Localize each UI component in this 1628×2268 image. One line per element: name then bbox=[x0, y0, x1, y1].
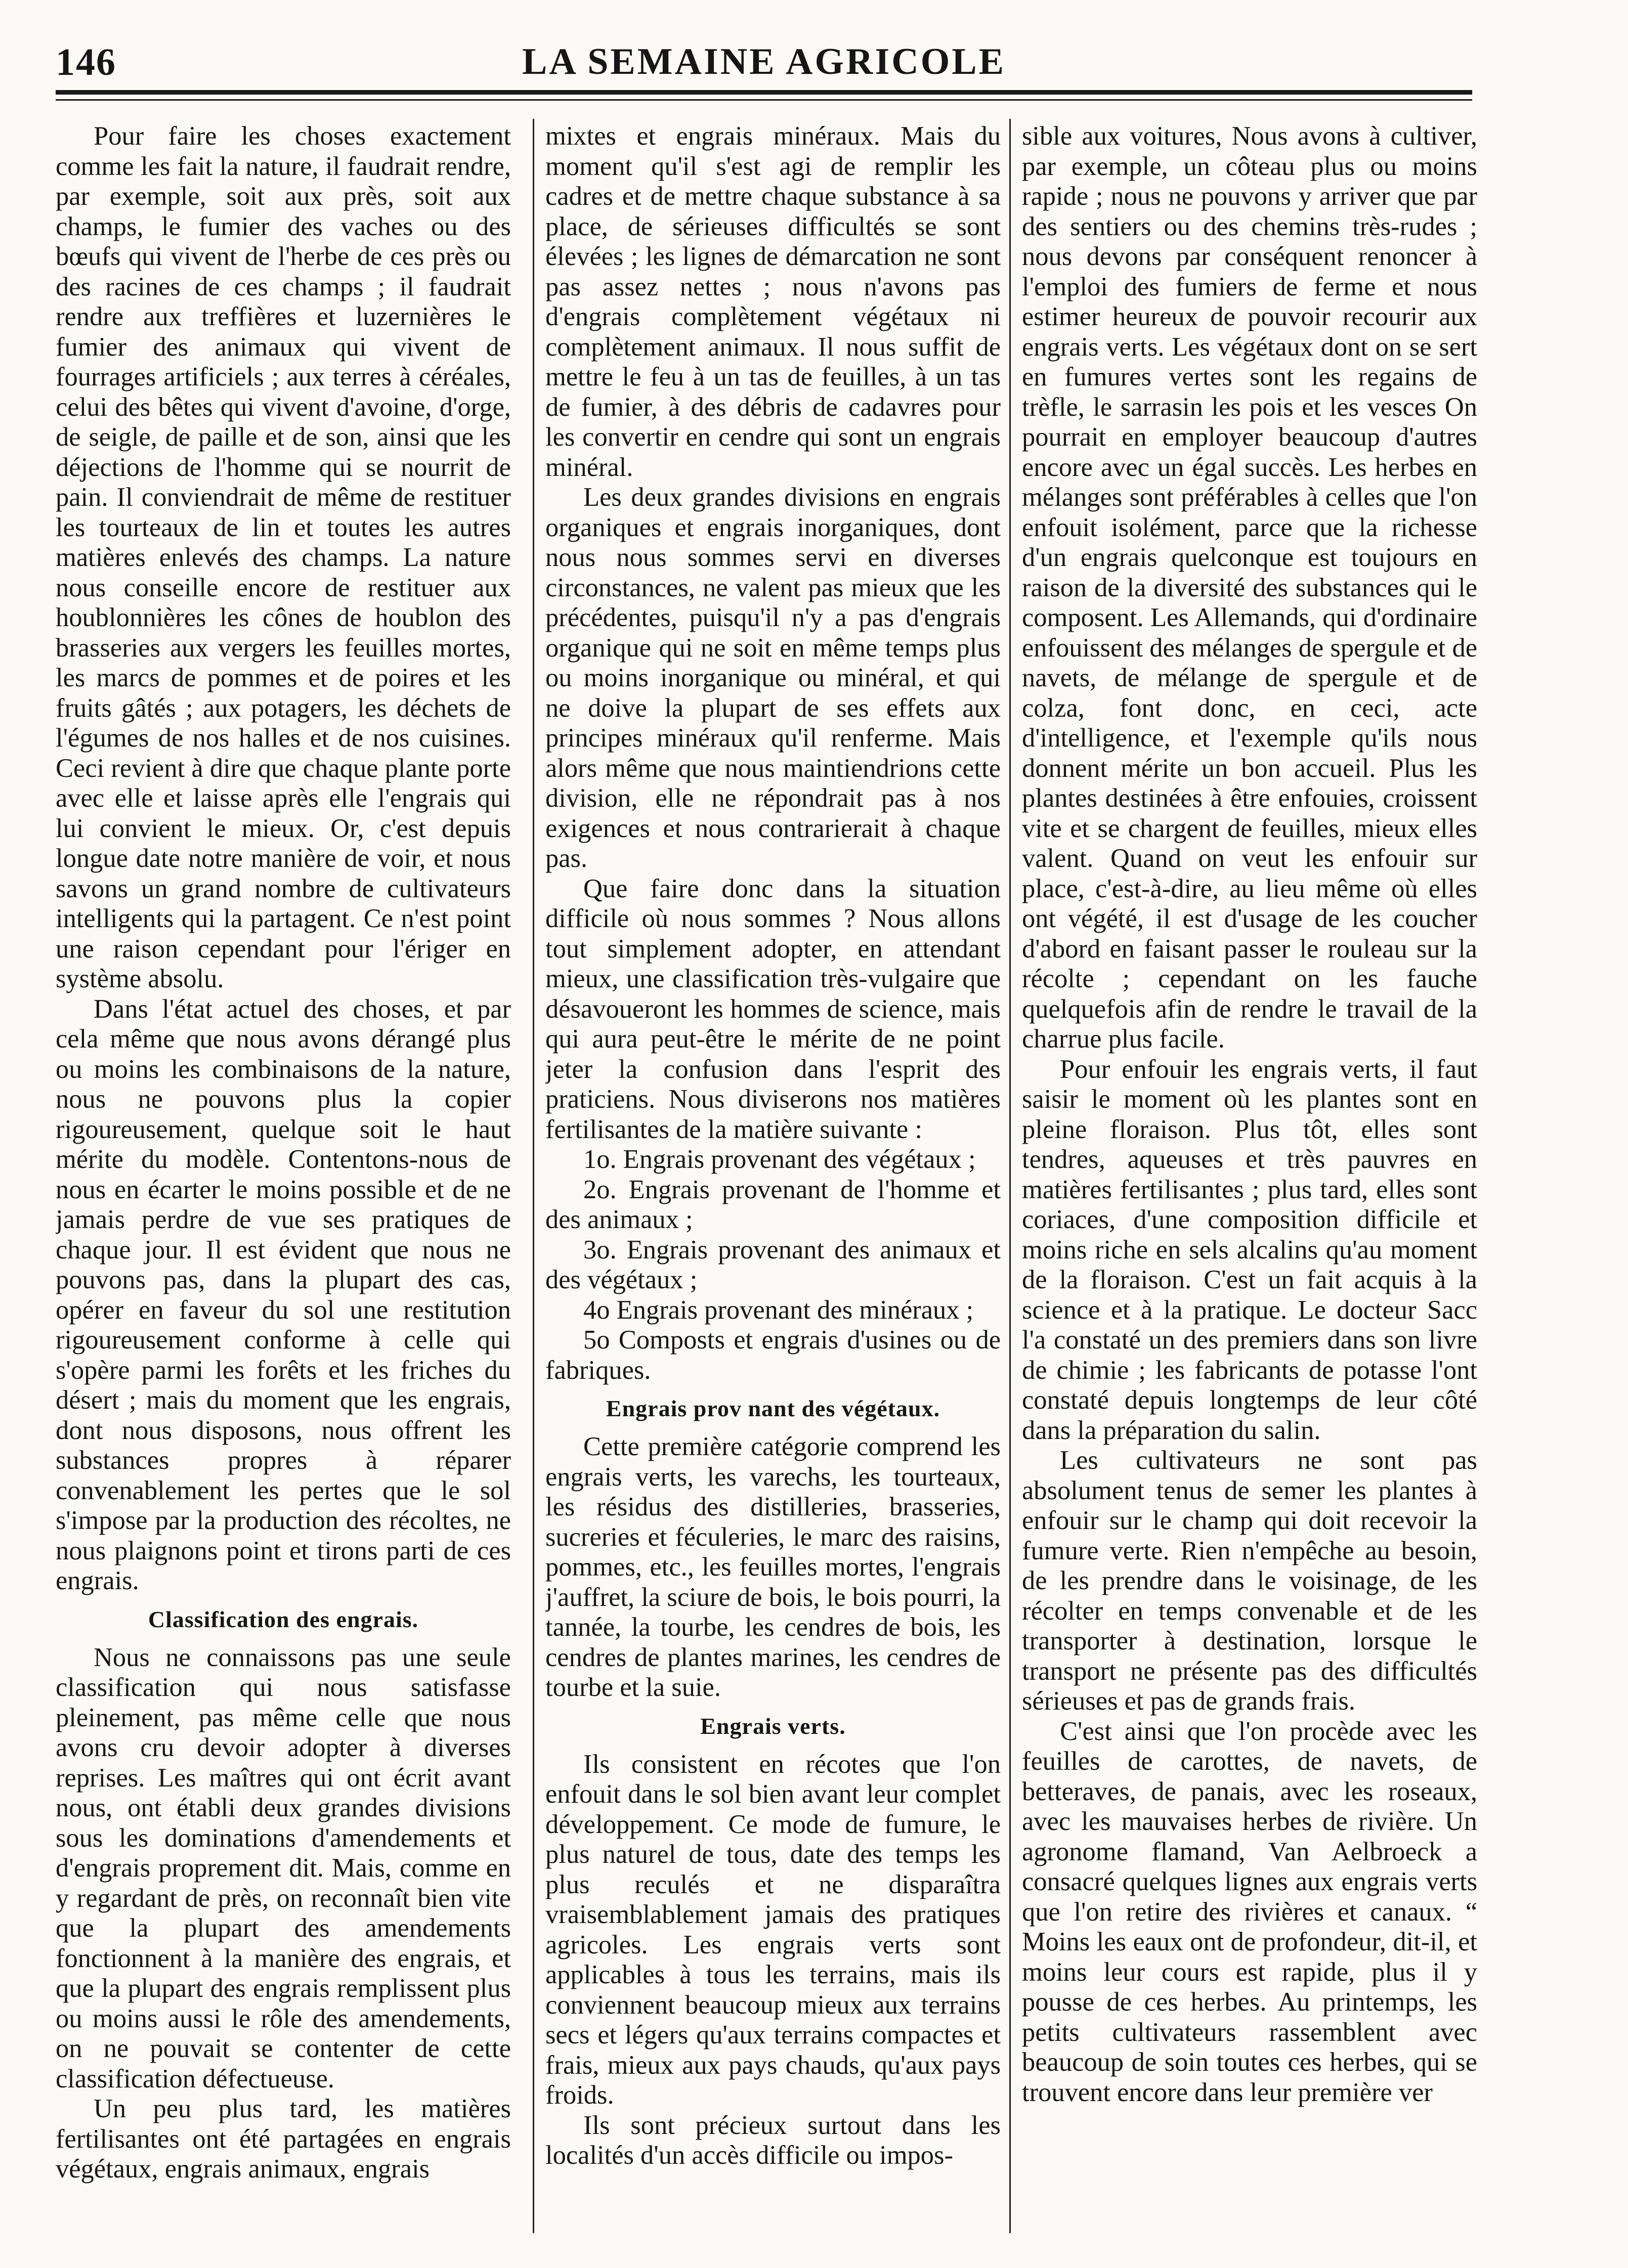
paragraph: Les cultivateurs ne sont pas absolument tenus de semer les plantes à enfouir sur le champ qui doit recevoir la fumure verte. Rien n'empêche au besoin, de les prendre dans le voisinage, de les récolter en temps convenable et de les transporter à destination, lorsque le transport ne présente pas des difficultés sérieuses et pas de grands frais. bbox=[1022, 1446, 1477, 1716]
paragraph: sible aux voitures, Nous avons à cultiver, par exemple, un côteau plus ou moins rapide ; nous ne pouvons y arriver que par des sentiers ou des chemins très-rudes ; nous devons par conséquent renoncer à l'emploi des fumiers de ferme et nous estimer heureux de pouvoir recourir aux engrais verts. Les végétaux dont on se sert en fumures vertes sont les regains de trèfle, le sarrasin les pois et les vesces On pourrait en employer beaucoup d'autres encore avec un égal succès. Les herbes en mélanges sont préférables à celles que l'on enfouit isolément, parce que la richesse d'un engrais quelconque est toujours en raison de la diversité des substances qui le composent. Les Allemands, qui d'ordinaire enfouissent des mélanges de spergule et de navets, de mélange de spergule et de colza, font donc, en ceci, acte d'intelligence, et l'exemple qu'ils nous donnent mérite un bon accueil. Plus les plantes destinées à être enfouies, croissent vite et se chargent de feuilles, mieux elles valent. Quand on veut les enfouir sur place, c'est-à-dire, au lieu même où elles ont végété, il est d'usage de les coucher d'abord en faisant passer le rouleau sur la récolte ; cependant on les fauche quelquefois afin de rendre le travail de la charrue plus facile. bbox=[1022, 121, 1477, 1054]
text-column-3 bbox=[1022, 121, 1477, 2236]
page-number: 146 bbox=[56, 41, 116, 83]
header-rule-thin bbox=[56, 99, 1472, 101]
paragraph: 1o. Engrais provenant des végétaux ; bbox=[583, 1145, 976, 1174]
header-rule-thick bbox=[56, 90, 1472, 95]
paragraph: Que faire donc dans la situation difficile où nous sommes ? Nous allons tout simplement adopter, en attendant mieux, une classification très-vulgaire que désavoueront les hommes de science, mais qui aura peut-être le mérite de ne point jeter la confusion dans l'esprit des praticiens. Nous diviserons nos matières fertilisantes de la matière suivante : bbox=[545, 874, 1001, 1144]
paragraph: Un peu plus tard, les matières fertilisantes ont été partagées en engrais végétaux, engrais animaux, engrais bbox=[56, 2094, 511, 2184]
section-heading: Engrais verts. bbox=[700, 1713, 846, 1739]
paragraph: Les deux grandes divisions en engrais organiques et engrais inorganiques, dont nous nous sommes servi en diverses circonstances, ne valent pas mieux que les précédentes, puisqu'il n'y a pas d'engrais organique qui ne soit en même temps plus ou moins inorganique ou minéral, et qui ne doive la plupart de ses effets aux principes minéraux qu'il renferme. Mais alors même que nous maintiendrions cette division, elle ne répondrait pas à nos exigences et nous contrarierait à chaque pas. bbox=[545, 483, 1001, 873]
text-column-1 bbox=[56, 121, 511, 2236]
column-divider bbox=[1009, 119, 1011, 2233]
paragraph: C'est ainsi que l'on procède avec les feuilles de carottes, de navets, de betteraves, de panais, avec les roseaux, avec les mauvaises herbes de rivière. Un agronome flamand, Van Aelbroeck a consacré quelques lignes aux engrais verts que l'on retire des rivières et canaux. “ Moins les eaux ont de profondeur, dit-il, et moins leur cours est rapide, plus il y pousse de ces herbes. Au printemps, les petits cultivateurs rassemblent avec beaucoup de soin toutes ces herbes, qui se trouvent encore dans leur première ver bbox=[1022, 1716, 1477, 2107]
page-header bbox=[56, 35, 1472, 91]
paragraph: 5o Composts et engrais d'usines ou de fabriques. bbox=[545, 1325, 1001, 1385]
paragraph: Nous ne connaissons pas une seule classification qui nous satisfasse pleinement, pas même celle que nous avons cru devoir adopter à diverses reprises. Les maîtres qui ont écrit avant nous, ont établi deux grandes divisions sous les dominations d'amendements et d'engrais proprement dit. Mais, comme en y regardant de près, on reconnaît bien vite que la plupart des amendements fonctionnent à la manière des engrais, et que la plupart des engrais remplissent plus ou moins aussi le rôle des amendements, on ne pouvait se contenter de cette classification défectueuse. bbox=[56, 1642, 511, 2093]
journal-title: LA SEMAINE AGRICOLE bbox=[522, 41, 1006, 82]
paragraph: mixtes et engrais minéraux. Mais du moment qu'il s'est agi de remplir les cadres et de mettre chaque substance à sa place, de sérieuses difficultés se sont élevées ; les lignes de démarcation ne sont pas assez nettes ; nous n'avons pas d'engrais complètement végétaux ni complètement animaux. Il nous suffit de mettre le feu à un tas de feuilles, à un tas de fumier, à des débris de cadavres pour les convertir en cendre qui sont un engrais minéral. bbox=[545, 121, 1001, 482]
paragraph: Ils sont précieux surtout dans les localités d'un accès difficile ou impos- bbox=[545, 2110, 1001, 2170]
text-column-2 bbox=[545, 121, 1001, 2236]
section-heading: Engrais prov nant des végétaux. bbox=[606, 1395, 940, 1421]
paragraph: 3o. Engrais provenant des animaux et des végétaux ; bbox=[545, 1235, 1001, 1294]
paragraph: Pour enfouir les engrais verts, il faut saisir le moment où les plantes sont en pleine floraison. Plus tôt, elles sont tendres, aqueuses et très pauvres en matières fertilisantes ; plus tard, elles sont coriaces, d'une composition difficile et moins riche en sels alcalins qu'au moment de la floraison. C'est un fait acquis à la science et à la pratique. Le docteur Sacc l'a constaté un des premiers dans son livre de chimie ; les fabricants de potasse l'ont constaté depuis longtemps de leur côté dans la préparation du salin. bbox=[1022, 1054, 1477, 1445]
paragraph: Pour faire les choses exactement comme les fait la nature, il faudrait rendre, par exemple, soit aux près, soit aux champs, le fumier des vaches ou des bœufs qui vivent de l'herbe de ces près ou des racines de ces champs ; il faudrait rendre aux treffières et luzernières le fumier des animaux qui vivent de fourrages artificiels ; aux terres à céréales, celui des bêtes qui vivent d'avoine, d'orge, de seigle, de paille et de son, ainsi que les déjections de l'homme qui se nourrit de pain. Il conviendrait de même de restituer les tourteaux de lin et toutes les autres matières enlevés des champs. La nature nous conseille encore de restituer aux houblonnières les cônes de houblon des brasseries aux vergers les feuilles mortes, les marcs de pommes et de poires et les fruits gâtés ; aux potagers, les déchets de l'égumes de nos halles et de nos cuisines. Ceci revient à dire que chaque plante porte avec elle et laisse après elle l'engrais qui lui convient le mieux. Or, c'est depuis longue date notre manière de voir, et nous savons un grand nombre de cultivateurs intelligents qui la partagent. Ce n'est point une raison cependant pour l'ériger en système absolu. bbox=[56, 121, 511, 993]
paragraph: Dans l'état actuel des choses, et par cela même que nous avons dérangé plus ou moins les combinaisons de la nature, nous ne pouvons plus la copier rigoureusement, quelque soit le haut mérite du modèle. Contentons-nous de nous en écarter le moins possible et de ne jamais perdre de vue ses pratiques de chaque jour. Il est évident que nous ne pouvons pas, dans la plupart des cas, opérer en faveur du sol une restitution rigoureusement conforme à celle qui s'opère parmi les forêts et les friches du désert ; mais du moment que les engrais, dont nous disposons, nous offrent les substances propres à réparer convenablement les pertes que le sol s'impose par la production des récoltes, ne nous plaignons point et tirons parti de ces engrais. bbox=[56, 994, 511, 1595]
paragraph: Ils consistent en récotes que l'on enfouit dans le sol bien avant leur complet développement. Ce mode de fumure, le plus naturel de tous, date des temps les plus reculés et ne disparaîtra vraisemblablement jamais des pratiques agricoles. Les engrais verts sont applicables à tous les terrains, mais ils conviennent beaucoup mieux aux terrains secs et légers qu'aux terrains compactes et frais, mieux aux pays chauds, qu'aux pays froids. bbox=[545, 1749, 1001, 2110]
paragraph: 2o. Engrais provenant de l'homme et des animaux ; bbox=[545, 1174, 1001, 1234]
section-heading: Classification des engrais. bbox=[148, 1606, 419, 1632]
paragraph: 4o Engrais provenant des minéraux ; bbox=[583, 1295, 974, 1325]
paragraph: Cette première catégorie comprend les engrais verts, les varechs, les tourteaux, les résidus des distilleries, brasseries, sucreries et féculeries, le marc des raisins, pommes, etc., les feuilles mortes, l'engrais j'auffret, la sciure de bois, le bois pourri, la tannée, la tourbe, les cendres de bois, les cendres de plantes marines, les cendres de tourbe et la suie. bbox=[545, 1432, 1001, 1702]
column-divider bbox=[533, 119, 534, 2233]
